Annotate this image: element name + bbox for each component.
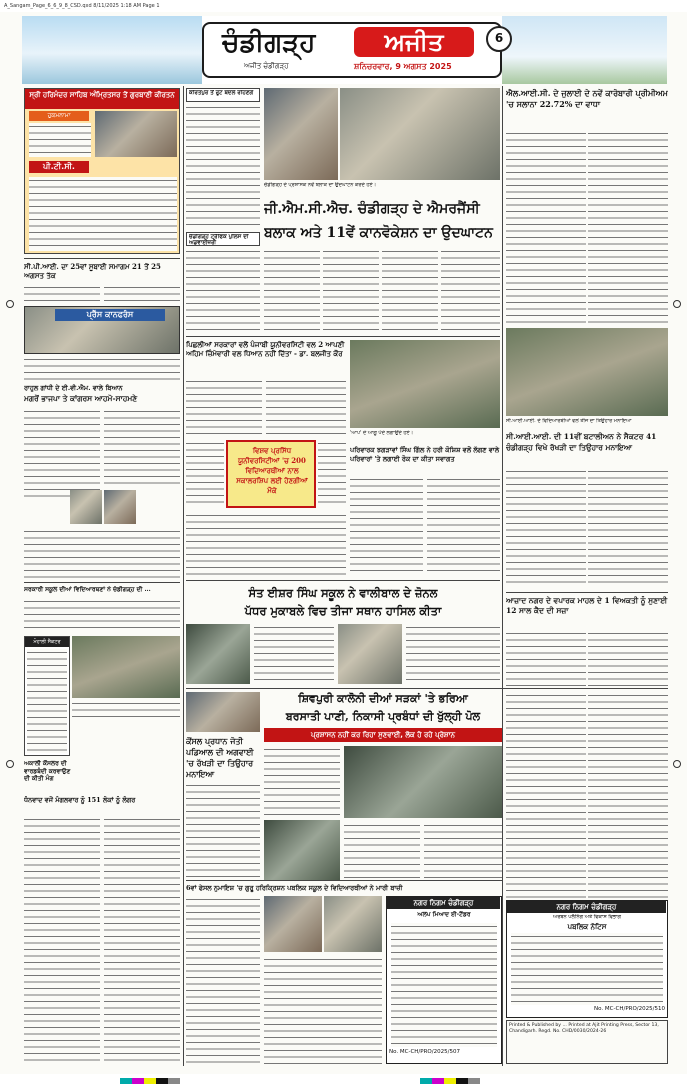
volleyball-team-photo <box>186 624 250 684</box>
ad-text <box>29 123 91 157</box>
etender-notice-title: ਨਗਰ ਨਿਗਮ ਚੰਡੀਗੜ੍ਹ <box>387 897 500 909</box>
cii-headline: ਸੀ.ਆਈ.ਆਈ. ਦੀ 11ਵੀਂ ਬਟਾਲੀਅਨ ਨੇ ਸੈਕਟਰ 41 ਚੰਡੀਗੜ੍ਹ ਵਿਖੇ ਰੱਖੜੀ ਦਾ ਤਿਉਹਾਰ ਮਨਾਇਆ <box>506 432 657 452</box>
inauguration-photo-1 <box>264 88 338 180</box>
gill-headline: ਪਰਿਵਾਰਕ ਝਗੜਾਵਾਂ ਸਿੰਘ ਗਿੱਲ ਨੇ ਹਰੀ ਕੋਸ਼ਿਸ਼ ਵਲੋਂ ਲੱਗਣ ਵਾਲੇ ਪਰਿਵਾਰਾਂ 'ਤੇ ਲਗਾਈ ਰੋਕ ਦਾ ਕੀਤਾ ਸਵਾਗਤ <box>350 446 500 463</box>
etender-notice-heading: ਅਲਪ ਮਿਆਦ ਈ-ਟੈਂਡਰ <box>417 911 471 918</box>
etender-notice-footer: No. MC-CH/PRO/2025/507 <box>389 1049 460 1055</box>
tree-planting-caption: 'ਆਪ' ਦੇ ਆਗੂ ਪੌਦੇ ਲਗਾਉਂਦੇ ਹੋਏ। <box>350 430 414 436</box>
inauguration-caption: ਚੰਡੀਗੜ੍ਹ ਦੇ ਪ੍ਰਸ਼ਾਸਕ ਨਵੇਂ ਬਲਾਕ ਦਾ ਉਦਘਾਟਨ ਕਰਦੇ ਹੋਏ। <box>264 182 377 188</box>
article-text <box>104 816 180 1066</box>
registration-mark <box>6 300 14 308</box>
sant-headline-1: ਸੰਤ ਈਸ਼ਰ ਸਿੰਘ ਸਕੂਲ ਨੇ ਵਾਲੀਬਾਲ ਦੇ ਜ਼ੋਨਲ <box>248 586 438 600</box>
article-text <box>186 104 260 230</box>
rule <box>24 582 180 583</box>
public-notice <box>506 900 668 1018</box>
article-text <box>24 816 100 1066</box>
registration-mark <box>673 760 681 768</box>
rule <box>186 336 500 337</box>
volleyball-photo-2 <box>338 624 402 684</box>
shivpuri-headline-1: ਸ਼ਿਵਪੁਰੀ ਕਾਲੋਨੀ ਦੀਆਂ ਸੜਕਾਂ 'ਤੇ ਭਰਿਆ <box>298 692 468 705</box>
article-text <box>344 822 420 880</box>
flooded-street-photo-1 <box>344 746 502 818</box>
masthead-lake-photo <box>22 16 202 84</box>
article-text <box>350 476 423 576</box>
column-rule <box>183 86 184 1066</box>
women-group-photo <box>72 636 180 698</box>
article-text <box>506 468 586 588</box>
gmch-headline-1: ਜੀ.ਐਮ.ਸੀ.ਐਚ. ਚੰਡੀਗੜ੍ਹ ਦੇ ਐਮਰਜੈਂਸੀ <box>264 201 480 217</box>
imprint-box: Printed & Published by ... Printed at Ajit Printing Press, Sector 13, Chandigarh. Regd. No. CHD/0030/2024-26 <box>506 1020 668 1064</box>
etender-notice-text <box>391 923 497 1047</box>
rule <box>186 580 500 581</box>
traffic-box-title <box>186 232 260 246</box>
article-text <box>318 440 346 508</box>
rule <box>506 592 668 593</box>
registration-mark <box>673 300 681 308</box>
scholarship-text: ਵਿਸ਼ਵ ਪ੍ਰਸਿੱਧ ਯੂਨੀਵਰਸਿਟੀਆਂ 'ਚ 200 ਵਿਦਿਆਰਥੀਆਂ ਨਾਲ ਸਕਾਲਰਸ਼ਿਪ ਲਈ ਹੋਣਗੀਆਂ ਮੌਕੇ <box>236 446 308 495</box>
masthead-edition: ਅਜੀਤ ਚੰਡੀਗੜ੍ਹ <box>244 62 289 70</box>
masthead-title-paper: ਅਜੀਤ <box>354 27 474 57</box>
article-text <box>382 248 438 332</box>
masthead-date: ਸ਼ਨਿਚਰਵਾਰ, 9 ਅਗਸਤ 2025 <box>354 62 452 71</box>
masthead-monument-photo <box>502 16 667 84</box>
article-text <box>24 528 180 578</box>
exhibition-headline: 6ਵਾਂ ਫੇਸਲ ਨੁਮਾਇਸ਼ 'ਚ ਗੁਰੂ ਹਰਿਕ੍ਰਿਸ਼ਨ ਪਬਲਿਕ ਸਕੂਲ ਦੇ ਵਿਦਿਆਰਥੀਆਂ ਨੇ ਮਾਰੀ ਬਾਜ਼ੀ <box>186 884 403 892</box>
route-box-title <box>186 88 260 102</box>
portrait-photo <box>70 490 102 524</box>
article-text <box>506 692 586 898</box>
teej-photo <box>506 328 668 416</box>
ad-subtitle: ਹੁਕਮਨਾਮਾ <box>29 111 89 121</box>
article-text <box>264 956 382 1064</box>
ptc-badge: ਪੀ.ਟੀ.ਸੀ. <box>29 161 89 173</box>
inauguration-photo-2 <box>340 88 500 180</box>
scholarship-callout <box>226 440 316 508</box>
public-notice-heading: ਪਬਲਿਕ ਨੋਟਿਸ <box>567 922 607 931</box>
article-text <box>424 822 502 880</box>
rule <box>186 688 668 689</box>
print-strip <box>0 1074 687 1089</box>
article-text <box>588 692 668 898</box>
university-headline: ਪਿਛਲੀਆਂ ਸਰਕਾਰਾਂ ਵਲੋਂ ਪੰਜਾਬੀ ਯੂਨੀਵਰਸਿਟੀ ਵਲ 2 ਆਪਣੀ ਅਹਿਮ ਜ਼ਿੰਮੇਵਾਰੀ ਵਲ ਧਿਆਨ ਨਹੀਂ ਦਿੱਤਾ - ਡਾ. ਬਲਜੀਤ ਕੌਰ <box>186 340 345 358</box>
public-notice-text <box>511 933 663 1005</box>
article-text <box>427 476 500 576</box>
shivpuri-subhead-bar: ਪ੍ਰਸ਼ਾਸਨ ਨਹੀਂ ਕਰ ਰਿਹਾ ਸੁਣਵਾਈ, ਲੋਕ ਹੋ ਰਹੇ ਪ੍ਰੇਸ਼ਾਨ <box>264 728 502 742</box>
traffic-box-title-text: ਚੰਡੀਗੜ੍ਹ ਟ੍ਰੈਫਿਕ ਪੁਲਿਸ ਦੀ ਅਡਵਾਈਜ਼ਰੀ <box>189 234 249 246</box>
article-text <box>186 896 260 1064</box>
article-text <box>323 248 379 332</box>
rahul-headline-2: ਮਗਰੋਂ ਭਾਜਪਾ ਤੇ ਕਾਂਗਰਸ ਆਹਮੋ-ਸਾਹਮਣੇ <box>24 394 138 403</box>
public-notice-title: ਨਗਰ ਨਿਗਮ ਚੰਡੀਗੜ੍ਹ <box>507 901 666 913</box>
side-box <box>24 636 70 756</box>
article-text <box>254 624 334 684</box>
masthead-title-frame <box>202 22 502 78</box>
press-banner: ਪ੍ਰੈੱਸ ਕਾਨਫਰੰਸ <box>55 309 165 321</box>
exhibition-photo-2 <box>324 896 382 952</box>
file-slug: A_Sangam_Page_6_6_9_8_CSD.qxd 8/11/2025 1:18 AM Page 1 <box>0 0 687 12</box>
article-text <box>588 630 668 686</box>
article-text <box>24 284 100 306</box>
rakhi-photo-1 <box>186 692 260 732</box>
article-text <box>186 440 224 508</box>
school-headline: ਸਰਕਾਰੀ ਸਕੂਲ ਦੀਆਂ ਵਿਦਿਆਰਥਣਾਂ ਨੇ ਚੰਡੀਗੜ੍ਹ ਦੀ ... <box>24 586 151 593</box>
article-text <box>186 248 260 332</box>
langar-headline: ਧੰਨਵਾਦ ਵਜੋਂ ਮੰਗਲਵਾਰ ਨੂੰ 151 ਲੋਕਾਂ ਨੂੰ ਲੰਗਰ <box>24 796 136 804</box>
side-box-text <box>27 649 67 753</box>
lic-headline: ਐਲ.ਆਈ.ਸੀ. ਦੇ ਜੁਲਾਈ ਦੇ ਨਵੇਂ ਕਾਰੋਬਾਰੀ ਪ੍ਰੀਮੀਅਮ 'ਚ ਸਲਾਨਾ 22.72% ਦਾ ਵਾਧਾ <box>506 88 668 109</box>
ad-title: ਸ੍ਰੀ ਹਰਿਮੰਦਰ ਸਾਹਿਬ ਅੰਮ੍ਰਿਤਸਰ ਤੋਂ ਗੁਰਬਾਣੀ ਕੀਰਤਨ <box>25 89 179 109</box>
page-number-badge: 6 <box>486 26 512 52</box>
ad-body-text <box>29 177 177 251</box>
public-notice-footer: No. MC-CH/PRO/2025/510 <box>594 1006 665 1012</box>
akali-headline: ਅਕਾਲੀ ਕੌਂਸਲਰ ਦੀ ਵਾਰਡਬੰਦੀ ਕਰਵਾਉਣ ਦੀ ਕੀਤੀ ਮੰਗ <box>24 760 71 782</box>
flooded-street-photo-2 <box>264 820 340 880</box>
press-conference-photo <box>24 306 180 354</box>
article-text <box>506 630 586 686</box>
teej-caption: ਸੀ.ਆਈ.ਆਈ. ਦੇ ਵਿਦਿਆਰਥੀਆਂ ਵਲੋਂ ਤੀਜ ਦਾ ਤਿਉਹਾਰ ਮਨਾਇਆ <box>506 418 632 424</box>
article-text <box>588 468 668 588</box>
rahul-headline-1: ਰਾਹੁਲ ਗਾਂਧੀ ਦੇ ਈ.ਵੀ.ਐਮ. ਵਾਲੇ ਬਿਆਨ <box>24 384 123 392</box>
gmch-headline-2: ਬਲਾਕ ਅਤੇ 11ਵੇਂ ਕਾਨਵੋਕੇਸ਼ਨ ਦਾ ਉਦਘਾਟਨ <box>264 225 493 241</box>
registration-mark <box>6 760 14 768</box>
rule <box>24 258 180 259</box>
rule <box>186 880 502 881</box>
gurbani-ad <box>24 88 180 254</box>
portrait-photo <box>104 490 136 524</box>
masthead <box>22 16 667 84</box>
sant-headline-2: ਪੱਧਰ ਮੁਕਾਬਲੇ ਵਿਚ ਤੀਜਾ ਸਥਾਨ ਹਾਸਿਲ ਕੀਤਾ <box>244 604 442 618</box>
article-text <box>24 598 180 632</box>
column-rule <box>502 86 503 1066</box>
article-text <box>506 130 586 326</box>
article-text <box>406 624 500 684</box>
article-text <box>441 248 500 332</box>
shivpuri-headline-2: ਬਰਸਾਤੀ ਪਾਣੀ, ਨਿਕਾਸੀ ਪ੍ਰਬੰਧਾਂ ਦੀ ਖੁੱਲ੍ਹੀ ਪੋਲ <box>285 710 481 723</box>
article-text <box>264 248 320 332</box>
tree-planting-photo <box>350 340 500 428</box>
council-headline: ਕੌਂਸਲ ਪ੍ਰਧਾਨ ਜੋਤੀ ਪਡਿਆਲ ਦੀ ਅਗਵਾਈ 'ਚ ਰੱਖੜੀ ਦਾ ਤਿਉਹਾਰ ਮਨਾਇਆ <box>186 736 254 779</box>
etender-notice <box>386 896 502 1064</box>
court-headline: ਆਜ਼ਾਦ ਨਗਰ ਦੇ ਵਪਾਰਕ ਮਾਹਲ ਦੇ 1 ਵਿਅਕਤੀ ਨੂੰ ਸੁਣਾਈ 12 ਸਾਲ ਕੈਦ ਦੀ ਸਜ਼ਾ <box>506 596 668 615</box>
article-text <box>104 408 180 488</box>
color-bar <box>120 1078 180 1084</box>
route-box-title-text: ਕੀਰਤਪੁਰ ਤੋਂ ਰੂਟ ਬਦਲੇ ਰਹਿਣਗੇ <box>189 90 254 96</box>
color-bar <box>420 1078 480 1084</box>
public-notice-subtitle: ਅਰਬਨ ਪਲੈਨਿੰਗ ਅਤੇ ਵਿਕਾਸ ਵਿਭਾਗ <box>553 914 621 920</box>
article-text <box>24 408 100 498</box>
article-text <box>266 378 346 438</box>
article-text <box>186 378 262 438</box>
masthead-title-city: ਚੰਡੀਗੜ੍ਹ <box>222 28 316 58</box>
article-text <box>104 284 180 306</box>
cpi-headline: ਸੀ.ਪੀ.ਆਈ. ਦਾ 25ਵਾਂ ਸੂਬਾਈ ਸਮਾਗਮ 21 ਤੋਂ 25 ਅਗਸਤ ਤੱਕ <box>24 262 161 280</box>
article-text <box>186 512 346 576</box>
article-text <box>588 130 668 326</box>
article-text <box>186 782 260 878</box>
side-box-label: ਮੋਹਾਲੀ ਸੈਕਟਰ <box>25 637 69 647</box>
photo-caption-text <box>24 356 180 382</box>
exhibition-photo-1 <box>264 896 322 952</box>
golden-temple-photo <box>95 111 177 157</box>
photo-caption-text <box>72 700 180 720</box>
